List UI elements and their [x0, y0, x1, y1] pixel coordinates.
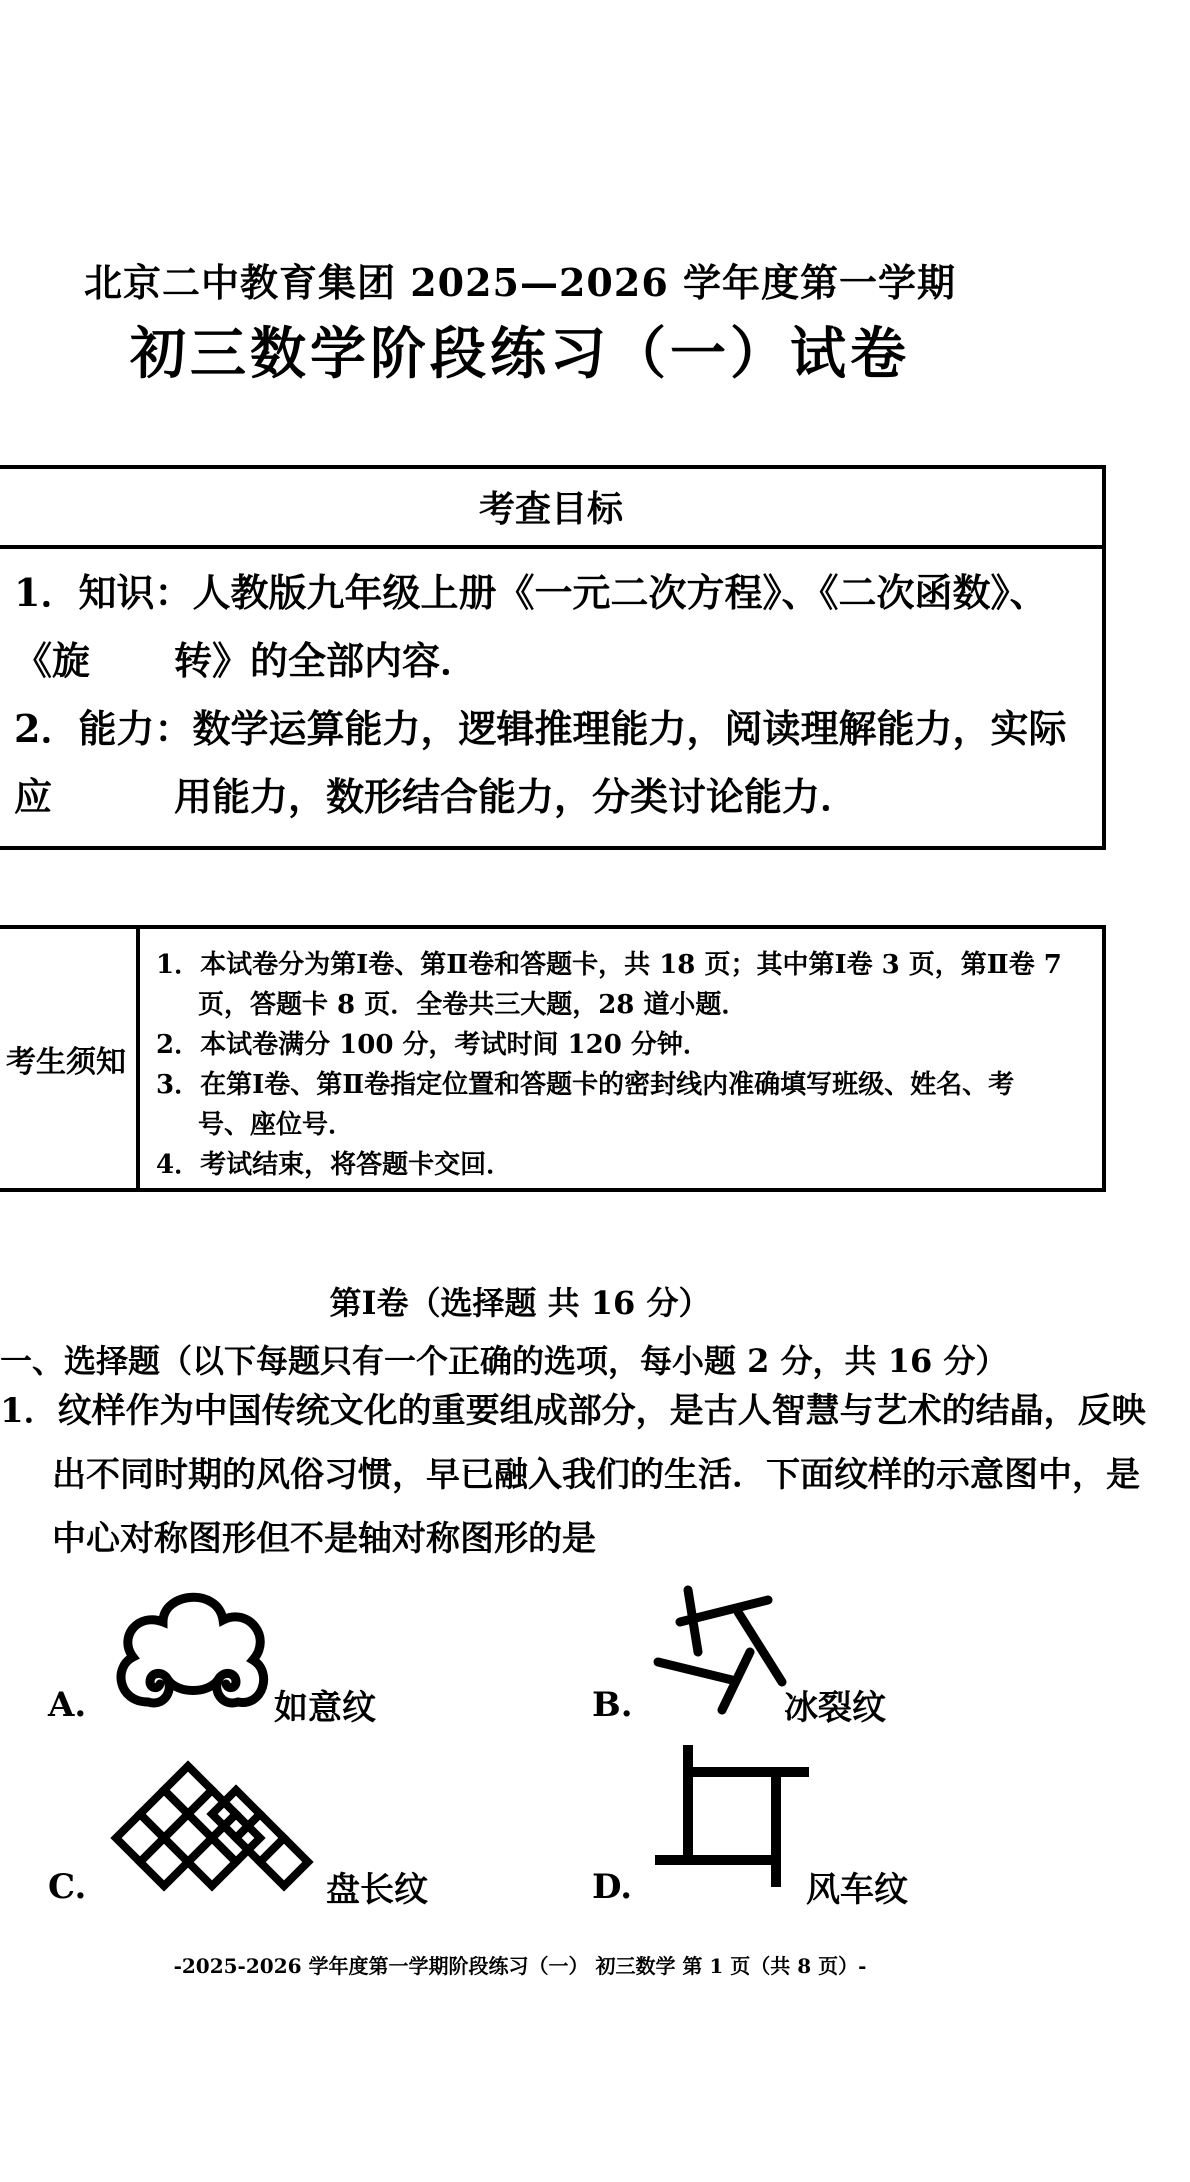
notice-line: 1．本试卷分为第Ⅰ卷、第Ⅱ卷和答题卡，共 18 页；其中第Ⅰ卷 3 页，第Ⅱ卷 7: [156, 950, 1062, 980]
part-title: 第Ⅰ卷（选择题 共 16 分）: [329, 1284, 711, 1322]
notice-line: 2．本试卷满分 100 分，考试时间 120 分钟．: [156, 1030, 709, 1060]
notice-line: 4．考试结束，将答题卡交回．: [156, 1150, 513, 1180]
notice-line: 号、座位号．: [198, 1110, 355, 1140]
option-b-letter: B.: [592, 1685, 633, 1725]
goal-ability-cont: 用能力，数形结合能力，分类讨论能力．: [174, 774, 859, 819]
ice-crack-pattern-icon: [650, 1582, 800, 1722]
option-c-letter: C.: [48, 1867, 87, 1907]
option-d-letter: D.: [592, 1867, 633, 1907]
pinwheel-pattern-icon: [652, 1742, 812, 1892]
option-d-caption: 风车纹: [806, 1870, 908, 1910]
notice-line: 页，答题卡 8 页．全卷共三大题，28 道小题．: [198, 990, 748, 1020]
question-1-line: 1．纹样作为中国传统文化的重要组成部分，是古人智慧与艺术的结晶，反映: [0, 1391, 1146, 1431]
goals-heading: 考查目标: [0, 469, 1102, 549]
option-a-caption: 如意纹: [274, 1688, 376, 1728]
notice-box: [0, 925, 1106, 1192]
question-1-line: 出不同时期的风俗习惯，早已融入我们的生活．下面纹样的示意图中，是: [52, 1455, 1140, 1495]
page-footer: -2025-2026 学年度第一学期阶段练习（一） 初三数学 第 1 页（共 8 页）-: [173, 1954, 867, 1978]
goal-knowledge: 1．知识：人教版九年级上册《一元二次方程》、《二次函数》、《旋: [14, 570, 1048, 683]
section-title: 一、选择题（以下每题只有一个正确的选项，每小题 2 分，共 16 分）: [0, 1342, 1008, 1380]
goals-box: [0, 465, 1106, 850]
exam-title: 初三数学阶段练习（一）试卷: [130, 321, 910, 387]
option-a-letter: A.: [48, 1685, 87, 1725]
goal-knowledge-cont: 转》的全部内容．: [174, 638, 479, 683]
goal-ability: 2．能力：数学运算能力，逻辑推理能力，阅读理解能力，实际应: [14, 706, 1067, 819]
option-b-caption: 冰裂纹: [784, 1688, 886, 1728]
panchang-pattern-icon: [108, 1758, 328, 1898]
question-1-line: 中心对称图形但不是轴对称图形的是: [52, 1519, 596, 1559]
option-c-caption: 盘长纹: [326, 1870, 428, 1910]
notice-label: 考生须知: [0, 929, 140, 1188]
ruyi-pattern-icon: [108, 1582, 278, 1722]
notice-line: 3．在第Ⅰ卷、第Ⅱ卷指定位置和答题卡的密封线内准确填写班级、姓名、考: [156, 1070, 1015, 1100]
exam-group-title: 北京二中教育集团 2025—2026 学年度第一学期: [84, 260, 956, 305]
